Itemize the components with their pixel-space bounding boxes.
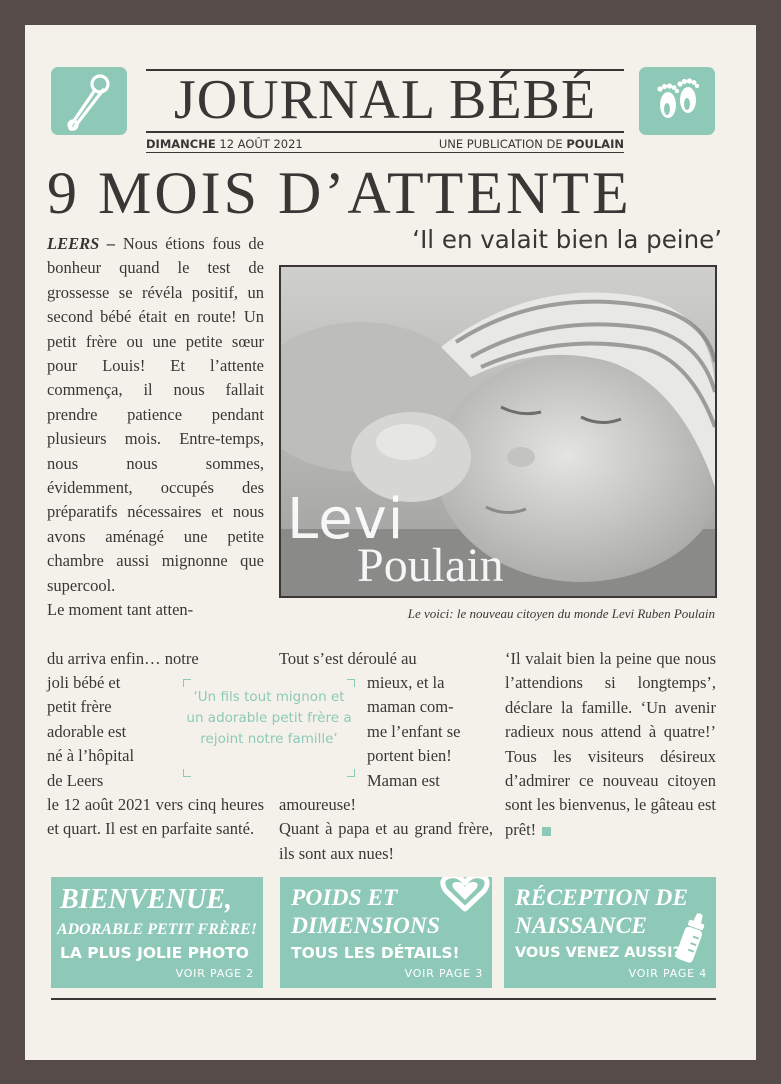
promo-reception-title-1: RÉCEPTION DE xyxy=(515,885,689,911)
wrap-left-2: petit frère xyxy=(47,697,112,717)
safety-pin-icon xyxy=(51,67,127,135)
baby-photo xyxy=(279,265,717,598)
wrap-right-5: Maman est xyxy=(367,770,440,790)
wrap-right-1: mieux, et la xyxy=(367,673,445,692)
wrap-left-1: joli bébé et xyxy=(47,673,121,692)
masthead-title: JOURNAL BÉBÉ xyxy=(173,69,597,131)
wrap-left-4: né à l’hôpital xyxy=(47,746,135,766)
article-col2-tail-1: amoureuse! xyxy=(279,795,356,814)
baby-feet-icon xyxy=(639,67,715,135)
article-column-3 xyxy=(505,647,716,842)
masthead-date xyxy=(146,136,303,152)
photo-caption: Le voici: le nouveau citoyen du monde Levi Ruben Poulain xyxy=(407,606,715,621)
promo-welcome-subtitle: ADORABLE PETIT FRÈRE! xyxy=(56,921,257,938)
promo-reception-tagline: VOUS VENEZ AUSSI? xyxy=(515,945,681,961)
wrap-right-2: maman com- xyxy=(367,697,454,717)
promo-welcome[interactable] xyxy=(51,877,263,988)
pull-quote-corner xyxy=(347,679,355,687)
pull-quote xyxy=(183,675,355,805)
pull-quote-corner xyxy=(347,769,355,777)
article-col1-para2-line2: du arriva enfin… notre xyxy=(47,649,199,668)
article-column-2-head xyxy=(279,647,493,671)
article-col1-tail: le 12 août 2021 vers cinq heures et quart. Il est en parfaite santé. xyxy=(47,795,264,839)
wrap-right-3: me l’enfant se xyxy=(367,721,461,741)
masthead-publication xyxy=(439,136,624,152)
wrap-left-5: de Leers xyxy=(47,770,104,790)
article-col1-para2-line1: Le moment tant atten- xyxy=(47,600,194,620)
article-col2-head: Tout s’est déroulé au xyxy=(279,649,417,668)
baby-feet-badge xyxy=(639,67,715,135)
promo-weight-tagline: TOUS LES DÉTAILS! xyxy=(291,944,460,962)
masthead-bottom-rule xyxy=(146,152,624,153)
promo-welcome-title: BIENVENUE, xyxy=(60,884,232,915)
article-col3: ‘Il valait bien la peine que nous l’attendions si longtemps’, déclare la famille. ‘Un avenir radieux nous attend à quatre!’ Tous les visiteurs désireux d’admirer ce nouveau citoyen sont les bienvenus, le gâteau est prêt! xyxy=(505,649,716,839)
safety-pin-badge xyxy=(51,67,127,135)
heart-icon xyxy=(440,877,490,913)
article-col2-wrap xyxy=(367,671,493,793)
promo-reception[interactable] xyxy=(504,877,716,988)
masthead-date-rest: 12 AOÛT 2021 xyxy=(215,137,303,151)
wrap-right-4: portent bien! xyxy=(367,746,452,766)
article-col2-tail-2: Quant à papa et au grand frère, ils sont aux nues! xyxy=(279,819,493,863)
article-dateline: LEERS – xyxy=(47,234,116,253)
end-of-article-mark xyxy=(542,827,551,836)
pull-quote-corner xyxy=(183,769,191,777)
promo-welcome-link[interactable]: VOIR PAGE 2 xyxy=(175,967,254,980)
wrap-left-3: adorable est xyxy=(47,721,127,741)
newspaper-page xyxy=(25,25,756,1060)
publication-name: POULAIN xyxy=(566,137,624,151)
footer-rule xyxy=(51,998,716,1000)
publication-prefix: UNE PUBLICATION DE xyxy=(438,137,567,151)
masthead-date-day: DIMANCHE xyxy=(146,137,216,151)
photo-name-last: Poulain xyxy=(357,539,504,592)
article-column-1 xyxy=(47,232,264,623)
masthead-mid-rule xyxy=(146,131,624,133)
article-column-1-lower xyxy=(47,647,264,671)
promo-reception-link[interactable]: VOIR PAGE 4 xyxy=(628,967,707,980)
promo-weight[interactable] xyxy=(280,877,492,988)
pull-quote-text: ‘Un fils tout mignon et un adorable petit frère a rejoint notre famille’ xyxy=(186,689,352,747)
photo-name-first: Levi xyxy=(287,487,405,552)
promo-weight-title-2: DIMENSIONS xyxy=(291,913,440,939)
promo-weight-title-1: POIDS ET xyxy=(291,885,398,911)
article-col1-para1: Nous étions fous de bonheur quand le test de grossesse se révéla positif, un second bébé était en route! Un petit frère ou une petite sœur pour Louis! Et l’attente commença, il nous fallait prendre patience pendant plusieurs mois. Entre-temps, nous nous sommes, évidemment, occupés des préparatifs nécessaires et nous avons aménagé une petite chambre aussi mignonne que supercool. xyxy=(47,234,264,595)
promo-welcome-tagline: LA PLUS JOLIE PHOTO xyxy=(60,944,249,962)
promo-weight-link[interactable]: VOIR PAGE 3 xyxy=(404,967,483,980)
promo-reception-title-2: NAISSANCE xyxy=(515,913,647,939)
article-col1-wrap xyxy=(47,671,173,793)
pull-quote-corner xyxy=(183,679,191,687)
subheadline: ‘Il en valait bien la peine’ xyxy=(412,225,722,254)
headline: 9 MOIS D’ATTENTE xyxy=(47,160,632,226)
